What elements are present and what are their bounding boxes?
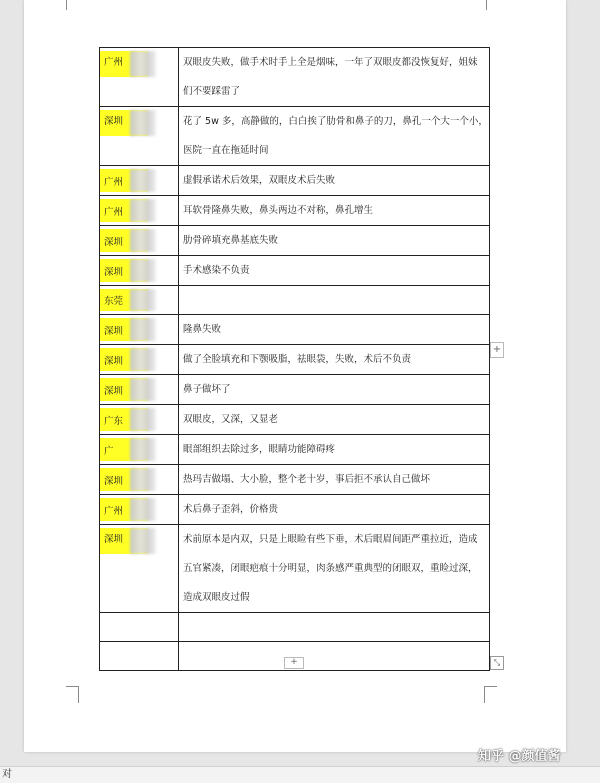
location-label: 广州	[104, 505, 124, 517]
description-cell[interactable]	[179, 256, 490, 286]
table-row	[100, 256, 490, 286]
description-line: 虚假承诺术后效果，双眼皮术后失败	[183, 175, 336, 186]
location-label: 广州	[104, 57, 124, 68]
location-label: 深圳	[104, 355, 124, 367]
redaction-blur	[130, 438, 156, 461]
location-cell[interactable]	[100, 525, 179, 613]
location-cell[interactable]	[100, 226, 179, 256]
description-cell[interactable]	[179, 345, 490, 375]
add-row-button[interactable]: +	[284, 657, 304, 669]
location-cell[interactable]	[100, 315, 179, 345]
crop-mark-top-right	[486, 0, 487, 10]
description-cell[interactable]	[179, 435, 490, 465]
table-resize-handle[interactable]: ⤡	[490, 656, 504, 670]
description-cell[interactable]	[179, 405, 490, 435]
crop-mark-bottom-left	[66, 686, 79, 703]
table-row	[100, 495, 490, 525]
description-cell[interactable]	[179, 495, 490, 525]
description-line: 手术感染不负责	[183, 265, 250, 276]
description-line: 耳软骨隆鼻失败，鼻头两边不对称，鼻孔增生	[183, 205, 374, 216]
location-cell[interactable]	[100, 642, 179, 671]
location-cell[interactable]	[100, 613, 179, 642]
location-cell[interactable]	[100, 107, 179, 166]
watermark: 知乎 @颜值酱	[478, 749, 561, 764]
location-label: 东莞	[104, 296, 124, 307]
location-cell[interactable]	[100, 495, 179, 525]
location-label: 广东	[104, 415, 124, 427]
description-line: 五官紧凑，闭眼疤痕十分明显，肉条感严重典型的闭眼双，重睑过深，	[183, 563, 478, 574]
location-cell[interactable]	[100, 286, 179, 315]
description-cell[interactable]	[179, 48, 490, 107]
table-row	[100, 286, 490, 315]
table-row	[100, 107, 490, 166]
status-bar	[0, 766, 600, 783]
description-line: 隆鼻失败	[183, 324, 222, 335]
add-column-button[interactable]: +	[490, 342, 504, 358]
description-line: 肋骨碎填充鼻基底失败	[183, 235, 279, 246]
description-cell[interactable]	[179, 226, 490, 256]
table-row	[100, 48, 490, 107]
table-row	[100, 525, 490, 613]
description-cell[interactable]	[179, 315, 490, 345]
table-row	[100, 465, 490, 495]
description-line: 做了全脸填充和下颚吸脂，祛眼袋，失败，术后不负责	[183, 354, 412, 365]
location-cell[interactable]	[100, 405, 179, 435]
table-row	[100, 166, 490, 196]
description-line: 鼻子做坏了	[183, 384, 231, 395]
description-line: 术前原本是内双，只是上眼睑有些下垂，术后眼眉间距严重拉近，造成	[183, 534, 478, 545]
location-label: 深圳	[104, 325, 124, 337]
location-label: 广州	[104, 176, 124, 188]
redaction-blur	[130, 289, 156, 311]
complaint-table[interactable]	[99, 47, 490, 671]
description-line: 造成双眼皮过假	[183, 592, 250, 603]
location-cell[interactable]	[100, 196, 179, 226]
location-label: 深圳	[104, 266, 124, 278]
description-line: 双眼皮失败，做手术时手上全是烟味，一年了双眼皮都没恢复好，姐妹	[183, 57, 478, 68]
redaction-blur	[130, 378, 156, 401]
table-row	[100, 435, 490, 465]
description-cell[interactable]	[179, 196, 490, 226]
redaction-blur	[130, 169, 156, 192]
redaction-blur	[130, 408, 156, 431]
redaction-blur	[130, 199, 156, 222]
location-cell[interactable]	[100, 375, 179, 405]
redaction-blur	[130, 229, 156, 252]
redaction-blur	[130, 318, 156, 341]
vertical-scrollbar[interactable]	[588, 0, 600, 752]
redaction-blur	[130, 498, 156, 521]
description-cell[interactable]	[179, 525, 490, 613]
description-line: 术后鼻子歪斜，价格贵	[183, 504, 279, 515]
location-label: 深圳	[104, 385, 124, 397]
crop-mark-top-left	[66, 0, 67, 10]
location-label: 广	[104, 445, 114, 457]
description-cell[interactable]	[179, 375, 490, 405]
description-line: 们不要踩雷了	[183, 86, 241, 97]
redaction-blur	[130, 348, 156, 371]
status-text: 对	[2, 769, 12, 780]
table-row	[100, 613, 490, 642]
description-line: 眼部组织去除过多，眼睛功能障碍疼	[183, 444, 336, 455]
location-cell[interactable]	[100, 256, 179, 286]
location-cell[interactable]	[100, 166, 179, 196]
description-cell[interactable]	[179, 642, 490, 671]
description-cell[interactable]	[179, 107, 490, 166]
description-cell[interactable]	[179, 166, 490, 196]
description-cell[interactable]	[179, 286, 490, 315]
table-row	[100, 196, 490, 226]
location-cell[interactable]	[100, 48, 179, 107]
location-label: 深圳	[104, 236, 124, 248]
crop-mark-bottom-right	[484, 686, 497, 703]
location-cell[interactable]	[100, 345, 179, 375]
table-row	[100, 405, 490, 435]
table-row	[100, 315, 490, 345]
description-cell[interactable]	[179, 465, 490, 495]
description-cell[interactable]	[179, 613, 490, 642]
description-line: 热玛吉做塌、大小脸，整个老十岁，事后拒不承认自己做坏	[183, 474, 431, 485]
location-cell[interactable]	[100, 465, 179, 495]
description-line: 双眼皮，又深，又显老	[183, 414, 279, 425]
table-row	[100, 345, 490, 375]
redaction-blur	[130, 468, 156, 491]
description-line: 医院一直在拖延时间	[183, 145, 269, 156]
location-cell[interactable]	[100, 435, 179, 465]
table-row	[100, 375, 490, 405]
location-label: 深圳	[104, 534, 124, 545]
location-label: 广州	[104, 206, 124, 218]
description-line: 花了 5w 多，高静做的，白白挨了肋骨和鼻子的刀，鼻孔一个大一个小，	[183, 116, 488, 127]
location-label: 深圳	[104, 475, 124, 487]
location-label: 深圳	[104, 116, 124, 127]
redaction-blur	[130, 259, 156, 282]
table-row	[100, 226, 490, 256]
